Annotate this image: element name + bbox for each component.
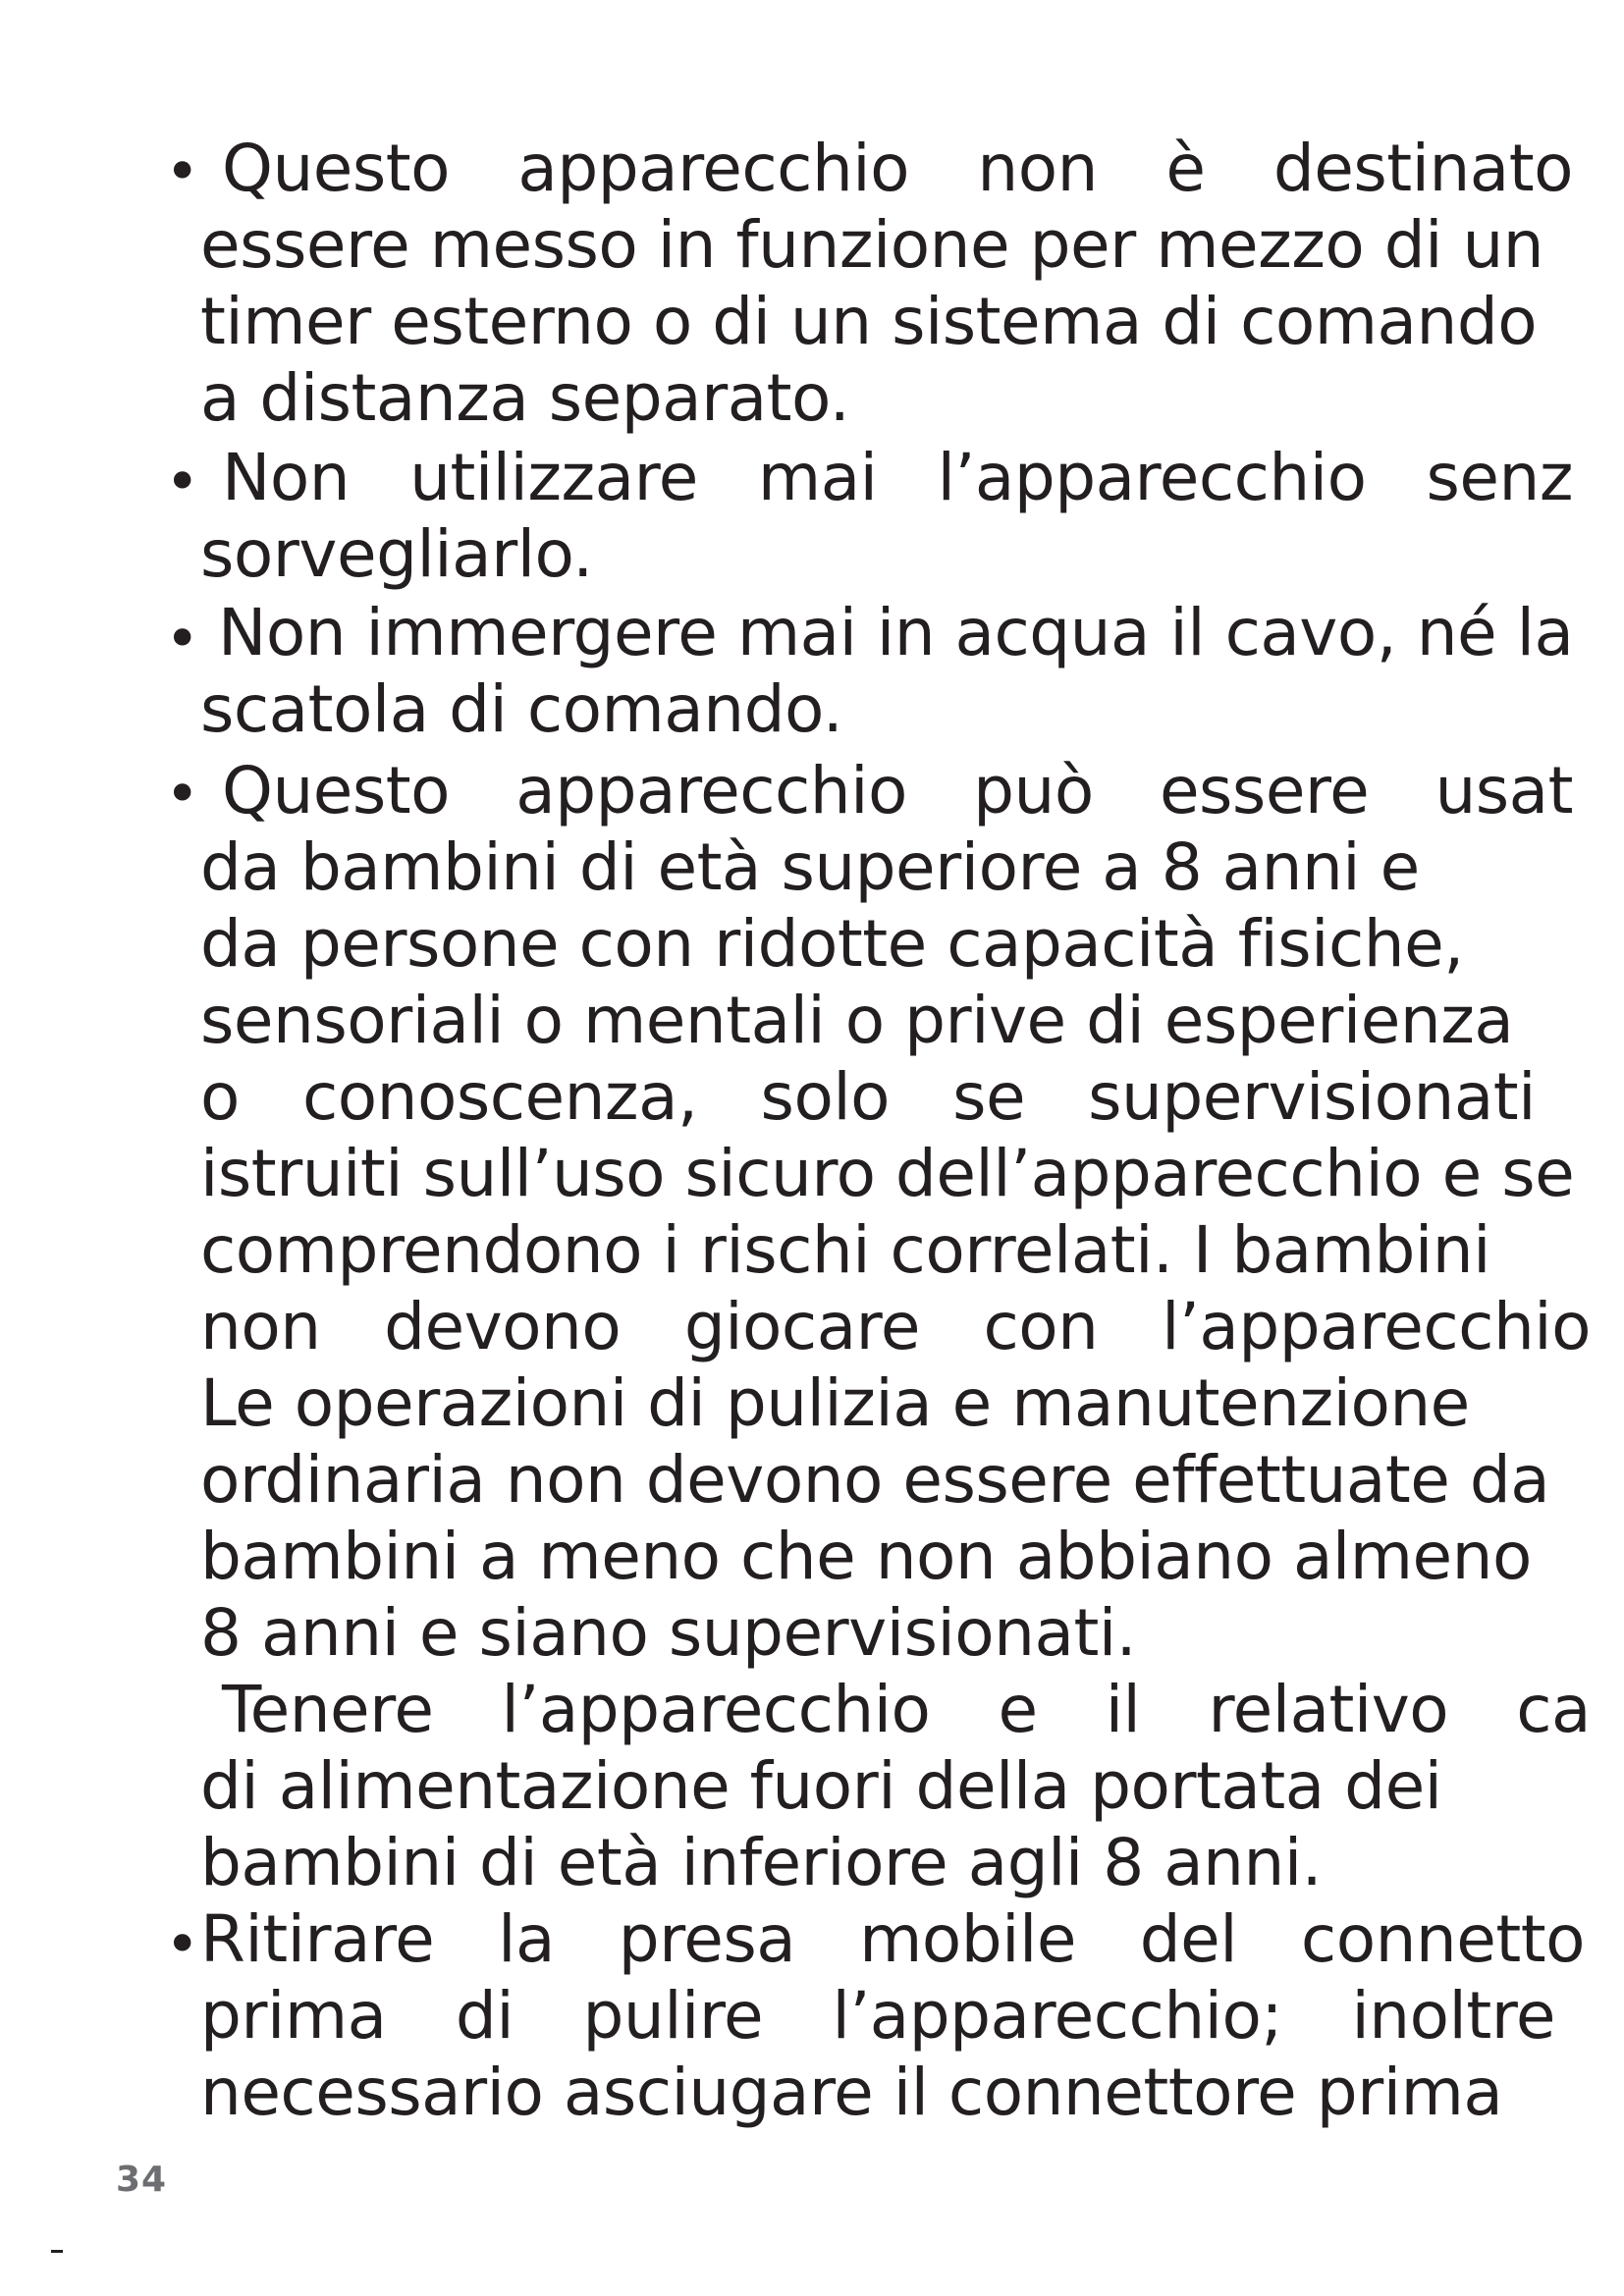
bullet-4-line-11: bambini a meno che non abbiano almeno bbox=[200, 1519, 1532, 1594]
bullet-4-line-6: istruiti sull’uso sicuro dell’apparecchio e se bbox=[200, 1136, 1575, 1211]
bullet-4-line-13: Tenere l’apparecchio e il relativo ca bbox=[222, 1672, 1591, 1747]
bullet-5-line-2: prima di pulire l’apparecchio; inoltre bbox=[200, 1978, 1555, 2054]
bullet-1-line-3: timer esterno o di un sistema di comando bbox=[200, 284, 1538, 359]
bullet-1-line-2: essere messo in funzione per mezzo di un bbox=[200, 207, 1544, 283]
bullet-2-line-1: Non utilizzare mai l’apparecchio senz bbox=[222, 440, 1573, 515]
bullet-4-line-9: Le operazioni di pulizia e manutenzione bbox=[200, 1365, 1470, 1441]
bullet-marker: • bbox=[165, 1910, 200, 1979]
bullet-5-line-1: Ritirare la presa mobile del connetto bbox=[200, 1901, 1585, 1977]
crop-mark bbox=[51, 2250, 63, 2253]
bullet-2-line-2: sorvegliarlo. bbox=[200, 516, 593, 592]
bullet-marker: • bbox=[165, 760, 200, 828]
bullet-1-line-4: a distanza separato. bbox=[200, 360, 850, 436]
bullet-marker: • bbox=[165, 605, 200, 673]
bullet-4-line-3: da persone con ridotte capacità fisiche, bbox=[200, 906, 1464, 982]
bullet-4-line-2: da bambini di età superiore a 8 anni e bbox=[200, 829, 1420, 905]
bullet-4-line-12: 8 anni e siano supervisionati. bbox=[200, 1595, 1137, 1671]
bullet-marker: • bbox=[165, 137, 200, 206]
bullet-4-line-7: comprendono i rischi correlati. I bambini bbox=[200, 1212, 1490, 1288]
bullet-5-line-3: necessario asciugare il connettore prima bbox=[200, 2055, 1503, 2130]
bullet-marker: • bbox=[165, 448, 200, 516]
bullet-4-line-1: Questo apparecchio può essere usat bbox=[222, 753, 1573, 828]
bullet-3-line-1: Non immergere mai in acqua il cavo, né la bbox=[218, 595, 1574, 670]
bullet-4-line-4: sensoriali o mentali o prive di esperienza bbox=[200, 983, 1514, 1058]
bullet-4-line-5: o conoscenza, solo se supervisionati bbox=[200, 1059, 1536, 1135]
bullet-4-line-10: ordinaria non devono essere effettuate da bbox=[200, 1442, 1550, 1518]
page-number: 34 bbox=[116, 2160, 168, 2200]
bullet-4-line-15: bambini di età inferiore agli 8 anni. bbox=[200, 1825, 1323, 1900]
bullet-4-line-14: di alimentazione fuori della portata dei bbox=[200, 1748, 1442, 1824]
bullet-3-line-2: scatola di comando. bbox=[200, 671, 843, 747]
bullet-1-line-1: Questo apparecchio non è destinato bbox=[222, 131, 1573, 206]
bullet-4-line-8: non devono giocare con l’apparecchio bbox=[200, 1289, 1591, 1364]
